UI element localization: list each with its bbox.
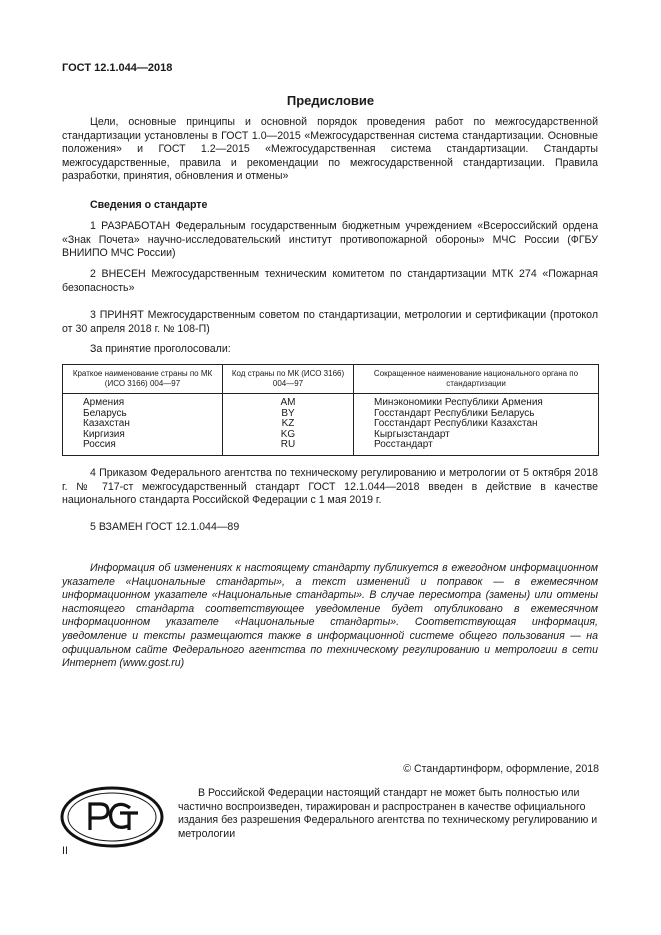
table-row — [63, 419, 599, 430]
intro-paragraph: Цели, основные принципы и основной порядок проведения работ по межгосударственной стандартизации установлены в ГОСТ 1.0—2015 «Межгосударственная система стандартизации. Основные положения» и ГОСТ 1.2—2015 «Межгосударственная система стандартизации. Стандарты межгосударственные, правила и рекомендации по межгосударственной стандартизации. Правила разработки, принятия, обновления и отмены» — [62, 116, 598, 183]
standards-body: Госстандарт Республики Беларусь — [354, 409, 599, 420]
country-name: Беларусь — [63, 409, 223, 420]
col-country-name: Краткое наименование страны по МК (ИСО 3166) 004—97 — [63, 365, 223, 394]
country-code: RU — [223, 440, 354, 455]
country-code: AM — [223, 394, 354, 409]
table-row — [63, 440, 599, 455]
standards-body: Минэкономики Республики Армения — [354, 394, 599, 409]
rst-emblem-icon — [60, 786, 164, 848]
country-code: KZ — [223, 419, 354, 430]
country-name: Россия — [63, 440, 223, 455]
rights-notice: В Российской Федерации настоящий стандарт не может быть полностью или частично воспроизведен, тиражирован и распространен в качестве официального издания без разрешения Федерального агентства по техническому регулированию и метрологии — [178, 787, 598, 840]
vote-table-header — [63, 365, 599, 394]
copyright: © Стандартинформ, оформление, 2018 — [403, 763, 599, 775]
vote-table — [62, 364, 599, 456]
standards-body: Кыргызстандарт — [354, 430, 599, 441]
voted-label: За принятие проголосовали: — [90, 343, 231, 355]
item-adopted: 3 ПРИНЯТ Межгосударственным советом по стандартизации, метрологии и сертификации (протокол от 30 апреля 2018 г. № 108-П) — [62, 309, 598, 335]
item-developed: 1 РАЗРАБОТАН Федеральным государственным бюджетным учреждением «Всероссийский ордена «Знак Почета» научно-исследовательский институт противопожарной обороны» МЧС России (ФГБУ ВНИИПО МЧС России) — [62, 220, 598, 260]
table-row — [63, 430, 599, 441]
info-heading: Сведения о стандарте — [90, 199, 208, 211]
amendments-notice: Информация об изменениях к настоящему стандарту публикуется в ежегодном информационном указателе «Национальные стандарты», а текст изменений и поправок — в ежемесячном информационном указателе «Национальные стандарты». В случае пересмотра (замены) или отмены настоящего стандарта соответствующее уведомление будет опубликовано в ежемесячном информационном указателе «Национальные стандарты». Соответствующая информация, уведомление и тексты размещаются также в информационной системе общего пользования — на официальном сайте Федерального агентства по техническому регулированию и метрологии в сети Интернет (www.gost.ru) — [62, 562, 598, 670]
country-name: Казахстан — [63, 419, 223, 430]
country-code: BY — [223, 409, 354, 420]
item-replaces: 5 ВЗАМЕН ГОСТ 12.1.044—89 — [90, 521, 240, 533]
page-title: Предисловие — [286, 93, 375, 108]
country-name: Киргизия — [63, 430, 223, 441]
col-country-code: Код страны по МК (ИСО 3166) 004—97 — [223, 365, 354, 394]
item-introduced: 2 ВНЕСЕН Межгосударственным техническим комитетом по стандартизации МТК 274 «Пожарная безопасность» — [62, 268, 598, 294]
country-name: Армения — [63, 394, 223, 409]
page-number: II — [62, 845, 68, 857]
document-code: ГОСТ 12.1.044—2018 — [62, 62, 173, 74]
standards-body: Росстандарт — [354, 440, 599, 455]
country-code: KG — [223, 430, 354, 441]
item-order: 4 Приказом Федерального агентства по техническому регулированию и метрологии от 5 октября 2018 г. № 717-ст межгосударственный стандарт ГОСТ 12.1.044—2018 введен в действие в качестве национального стандарта Российской Федерации с 1 мая 2019 г. — [62, 467, 598, 507]
col-standards-body: Сокращенное наименование национального органа по стандартизации — [354, 365, 599, 394]
standards-body: Госстандарт Республики Казахстан — [354, 419, 599, 430]
table-row — [63, 394, 599, 409]
